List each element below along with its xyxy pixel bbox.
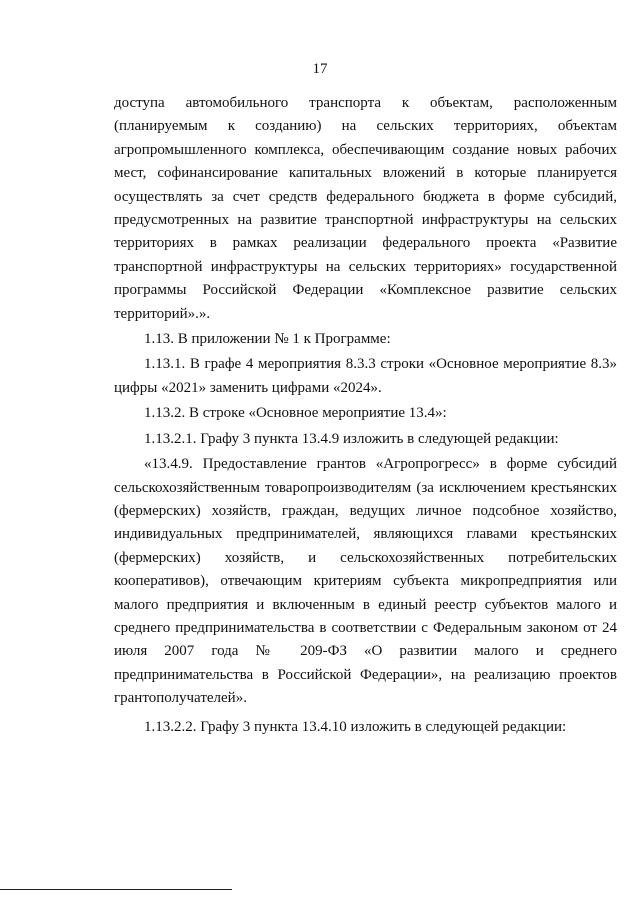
- document-body: [114, 92, 617, 739]
- paragraph-1-13-1: 1.13.1. В графе 4 мероприятия 8.3.3 строки «Основное мероприятие 8.3» цифры «2021» заменить цифрами «2024».: [114, 356, 617, 396]
- footer-rule: [0, 889, 232, 890]
- paragraph-continuation: доступа автомобильного транспорта к объектам, расположенным (планируемым к созданию) на сельских территориях, объектам агропромышленного комплекса, обеспечивающим создание новых рабочих мест, софинансирование капитальных вложений в которые планируется осуществлять за счет средств федерального бюджета в форме субсидий, предусмотренных на развитие транспортной инфраструктуры на сельских территориях в рамках реализации федерального проекта «Развитие транспортной инфраструктуры на сельских территориях» государственной программы Российской Федерации «Комплексное развитие сельских территорий».».: [114, 95, 617, 322]
- page-number: 17: [312, 61, 328, 77]
- paragraph-1-13-2-2: 1.13.2.2. Графу 3 пункта 13.4.10 изложить в следующей редакции:: [144, 718, 567, 735]
- paragraph-1-13-2-1: 1.13.2.1. Графу 3 пункта 13.4.9 изложить в следующей редакции:: [144, 430, 559, 447]
- paragraph-1-13-2: 1.13.2. В строке «Основное мероприятие 13.4»:: [144, 405, 447, 422]
- paragraph-1-13: 1.13. В приложении № 1 к Программе:: [144, 331, 391, 348]
- paragraph-13-4-9-quote: «13.4.9. Предоставление грантов «Агропрогресс» в форме субсидий сельскохозяйственным товаропроизводителям (за исключением крестьянских (фермерских) хозяйств, граждан, ведущих личное подсобное хозяйство, индивидуальных предпринимателей, являющихся главами крестьянских (фермерских) хозяйств, и сельскохозяйственных потребительских кооперативов), отвечающим критериям субъекта микропредприятия или малого предприятия и включенным в единый реестр субъектов малого и среднего предпринимательства в соответствии с Федеральным законом от 24 июля 2007 года № 209-ФЗ «О развитии малого и среднего предпринимательства в Российской Федерации», на реализацию проектов грантополучателей».: [114, 456, 617, 707]
